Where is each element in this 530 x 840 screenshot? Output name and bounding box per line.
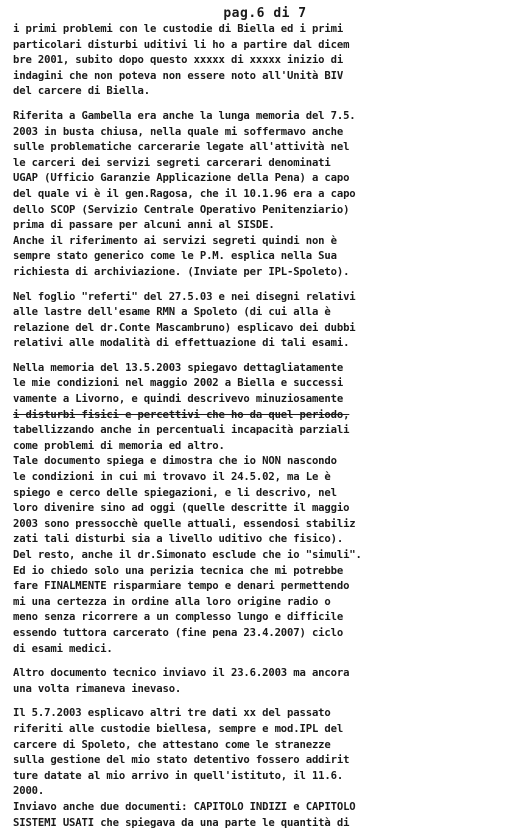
text-line: Anche il riferimento ai servizi segreti quindi non è bbox=[13, 234, 337, 247]
text-line: essendo tuttora carcerato (fine pena 23.4.2007) ciclo bbox=[13, 626, 344, 639]
paragraph-5 bbox=[13, 666, 518, 697]
text-line: richiesta di archiviazione. (Inviate per IPL-Spoleto). bbox=[13, 265, 350, 278]
paragraph-6 bbox=[13, 706, 518, 831]
text-line: carcere di Spoleto, che attestano come le stranezze bbox=[13, 738, 331, 751]
text-line: Tale documento spiega e dimostra che io NON nascondo bbox=[13, 455, 337, 468]
text-line: dello SCOP (Servizio Centrale Operativo Penitenziario) bbox=[13, 203, 350, 216]
text-line: mi una certezza in ordine alla loro origine radio o bbox=[13, 595, 331, 608]
text-line: Nel foglio "referti" del 27.5.03 e nei disegni relativi bbox=[13, 290, 356, 303]
text-line: Ed io chiedo solo una perizia tecnica che mi potrebbe bbox=[13, 564, 344, 577]
text-line: i primi problemi con le custodie di Biella ed i primi bbox=[13, 23, 344, 35]
text-line: vamente a Livorno, e quindi descrivevo minuziosamente bbox=[13, 393, 344, 406]
text-line: di esami medici. bbox=[13, 642, 113, 655]
text-line: relazione del dr.Conte Mascambruno) esplicavo dei dubbi bbox=[13, 321, 356, 334]
text-line: alle lastre dell'esame RMN a Spoleto (di cui alla è bbox=[13, 306, 331, 319]
text-line: prima di passare per alcuni anni al SISDE. bbox=[13, 219, 275, 232]
text-line: SISTEMI USATI che spiegava da una parte le quantità di bbox=[13, 816, 350, 829]
text-line: del quale vi è il gen.Ragosa, che il 10.1.96 era a capo bbox=[13, 187, 356, 200]
text-line: fare FINALMENTE risparmiare tempo e denari permettendo bbox=[13, 580, 350, 593]
text-line: le mie condizioni nel maggio 2002 a Biella e successi bbox=[13, 377, 344, 390]
text-line: come problemi di memoria ed altro. bbox=[13, 439, 225, 452]
text-line: loro divenire sino ad oggi (quelle descritte il maggio bbox=[13, 502, 350, 515]
text-line: tabellizzando anche in percentuali incapacità parziali bbox=[13, 424, 350, 437]
text-line: 2003 in busta chiusa, nella quale mi soffermavo anche bbox=[13, 125, 344, 138]
text-line: bre 2001, subito dopo questo xxxxx di xxxxx inizio di bbox=[13, 54, 344, 67]
text-line: Altro documento tecnico inviavo il 23.6.2003 ma ancora bbox=[13, 667, 350, 680]
text-line: del carcere di Biella. bbox=[13, 85, 151, 98]
document-body bbox=[13, 22, 518, 840]
paragraph-2 bbox=[13, 109, 518, 281]
text-line: meno senza ricorrere a un complesso lungo e difficile bbox=[13, 611, 344, 624]
text-line: 2000. bbox=[13, 785, 45, 798]
text-line: indagini che non poteva non essere noto all'Unità BIV bbox=[13, 69, 344, 82]
text-line: 2003 sono pressocchè quelle attuali, essendosi stabiliz bbox=[13, 517, 356, 530]
text-line: ture datate al mio arrivo in quell'istituto, il 11.6. bbox=[13, 769, 344, 782]
text-line: Del resto, anche il dr.Simonato esclude che io "simuli". bbox=[13, 549, 362, 561]
text-line: Il 5.7.2003 esplicavo altri tre dati xx del passato bbox=[13, 707, 331, 720]
text-line: sulla gestione del mio stato detentivo fossero addirit bbox=[13, 754, 350, 767]
text-line: i disturbi fisici e percettivi che ho da quel periodo, bbox=[13, 408, 350, 421]
text-line: particolari disturbi uditivi li ho a partire dal dicem bbox=[13, 38, 350, 51]
text-line: sempre stato generico come le P.M. esplica nella Sua bbox=[13, 250, 337, 263]
paragraph-3 bbox=[13, 290, 518, 352]
paragraph-4 bbox=[13, 361, 518, 657]
text-line: Riferita a Gambella era anche la lunga memoria del 7.5. bbox=[13, 109, 356, 122]
text-line: relativi alle modalità di effettuazione di tali esami. bbox=[13, 337, 350, 350]
text-line: zati tali disturbi sia a livello uditivo che fisico). bbox=[13, 533, 344, 546]
text-line: UGAP (Ufficio Garanzie Applicazione della Pena) a capo bbox=[13, 172, 350, 185]
text-line: sulle problematiche carcerarie legate all'attività nel bbox=[13, 141, 350, 154]
text-line: le carceri dei servizi segreti carcerari denominati bbox=[13, 156, 331, 169]
text-line: una volta rimaneva inevaso. bbox=[13, 682, 182, 695]
page-number: pag.6 di 7 bbox=[223, 6, 307, 21]
text-line: Nella memoria del 13.5.2003 spiegavo dettagliatamente bbox=[13, 361, 344, 374]
text-line: Inviavo anche due documenti: CAPITOLO INDIZI e CAPITOLO bbox=[13, 800, 356, 813]
text-line: spiego e cerco delle spiegazioni, e li descrivo, nel bbox=[13, 486, 337, 499]
text-line: riferiti alle custodie biellesa, sempre e mod.IPL del bbox=[13, 722, 344, 735]
paragraph-1 bbox=[13, 22, 518, 100]
text-line: le condizioni in cui mi trovavo il 24.5.02, ma Le è bbox=[13, 471, 331, 484]
